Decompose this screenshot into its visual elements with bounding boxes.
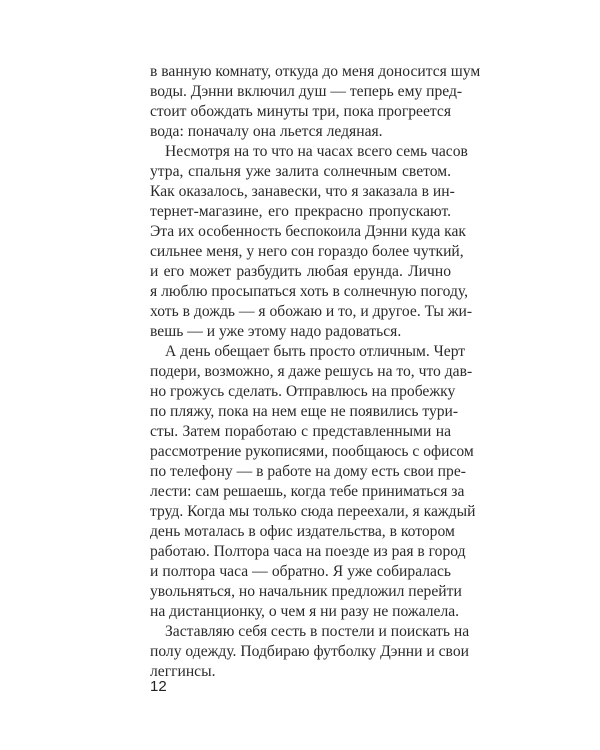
text-line: день моталась в офис издательства, в котором	[150, 523, 455, 540]
text-line: увольняться, но начальник предложил перейти	[150, 583, 462, 600]
text-line: сильнее меня, у него сон гораздо более чуткий,	[150, 243, 464, 260]
text-line: воды. Дэнни включил душ — теперь ему пред-	[150, 83, 463, 100]
text-line: работаю. Полтора часа на поезде из рая в город	[150, 543, 466, 560]
paragraph	[150, 622, 470, 682]
text-line: сты. Затем поработаю с представленными на	[150, 423, 451, 440]
text-line: но грожусь сделать. Отправлюсь на пробежку	[150, 383, 456, 400]
page-number: 12	[150, 678, 167, 695]
text-line: леггинсы.	[150, 663, 216, 680]
text-line: труд. Когда мы только сюда переехали, я каждый	[150, 503, 476, 520]
text-line: на дистанционку, о чем я ни разу не пожалела.	[150, 603, 460, 620]
text-line: и его может разбудить любая ерунда. Лично	[150, 263, 451, 280]
text-line: по телефону — в работе на дому есть свои пре-	[150, 463, 466, 480]
text-line: я люблю просыпаться хоть в солнечную погоду,	[150, 283, 469, 300]
paragraph	[150, 142, 473, 342]
text-line: Эта их особенность беспокоила Дэнни куда как	[150, 223, 466, 240]
text-line: лести: сам решаешь, когда тебе приниматься за	[150, 483, 465, 500]
text-line: полу одежду. Подбираю футболку Дэнни и свои	[150, 643, 469, 660]
paragraph	[150, 342, 476, 622]
paragraph	[150, 62, 481, 142]
text-line: и полтора часа — обратно. Я уже собиралась	[150, 563, 451, 580]
text-line: Как оказалось, занавески, что я заказала в ин-	[150, 183, 455, 200]
text-line: тернет-магазине, его прекрасно пропускают.	[150, 203, 451, 220]
text-line: вода: поначалу она льется ледяная.	[150, 123, 383, 140]
body-text	[150, 62, 481, 682]
text-line: Заставляю себя сесть в постели и поискать на	[165, 623, 470, 640]
text-line: Несмотря на то что на часах всего семь часов	[165, 143, 468, 160]
text-line: А день обещает быть просто отличным. Черт	[165, 343, 466, 360]
text-line: подери, возможно, я даже решусь на то, что дав-	[150, 363, 473, 380]
text-line: по пляжу, пока на нем еще не появились тури-	[150, 403, 459, 420]
text-line: хоть в дождь — я обожаю и то, и другое. Ты жи-	[150, 303, 473, 320]
text-line: вешь — и уже этому надо радоваться.	[150, 323, 402, 340]
text-line: стоит обождать минуты три, пока прогреется	[150, 103, 451, 120]
text-line: рассмотрение рукописями, пообщаюсь с офисом	[150, 443, 474, 460]
text-line: утра, спальня уже залита солнечным светом.	[150, 163, 451, 180]
text-line: в ванную комнату, откуда до меня доносится шум	[150, 63, 481, 80]
